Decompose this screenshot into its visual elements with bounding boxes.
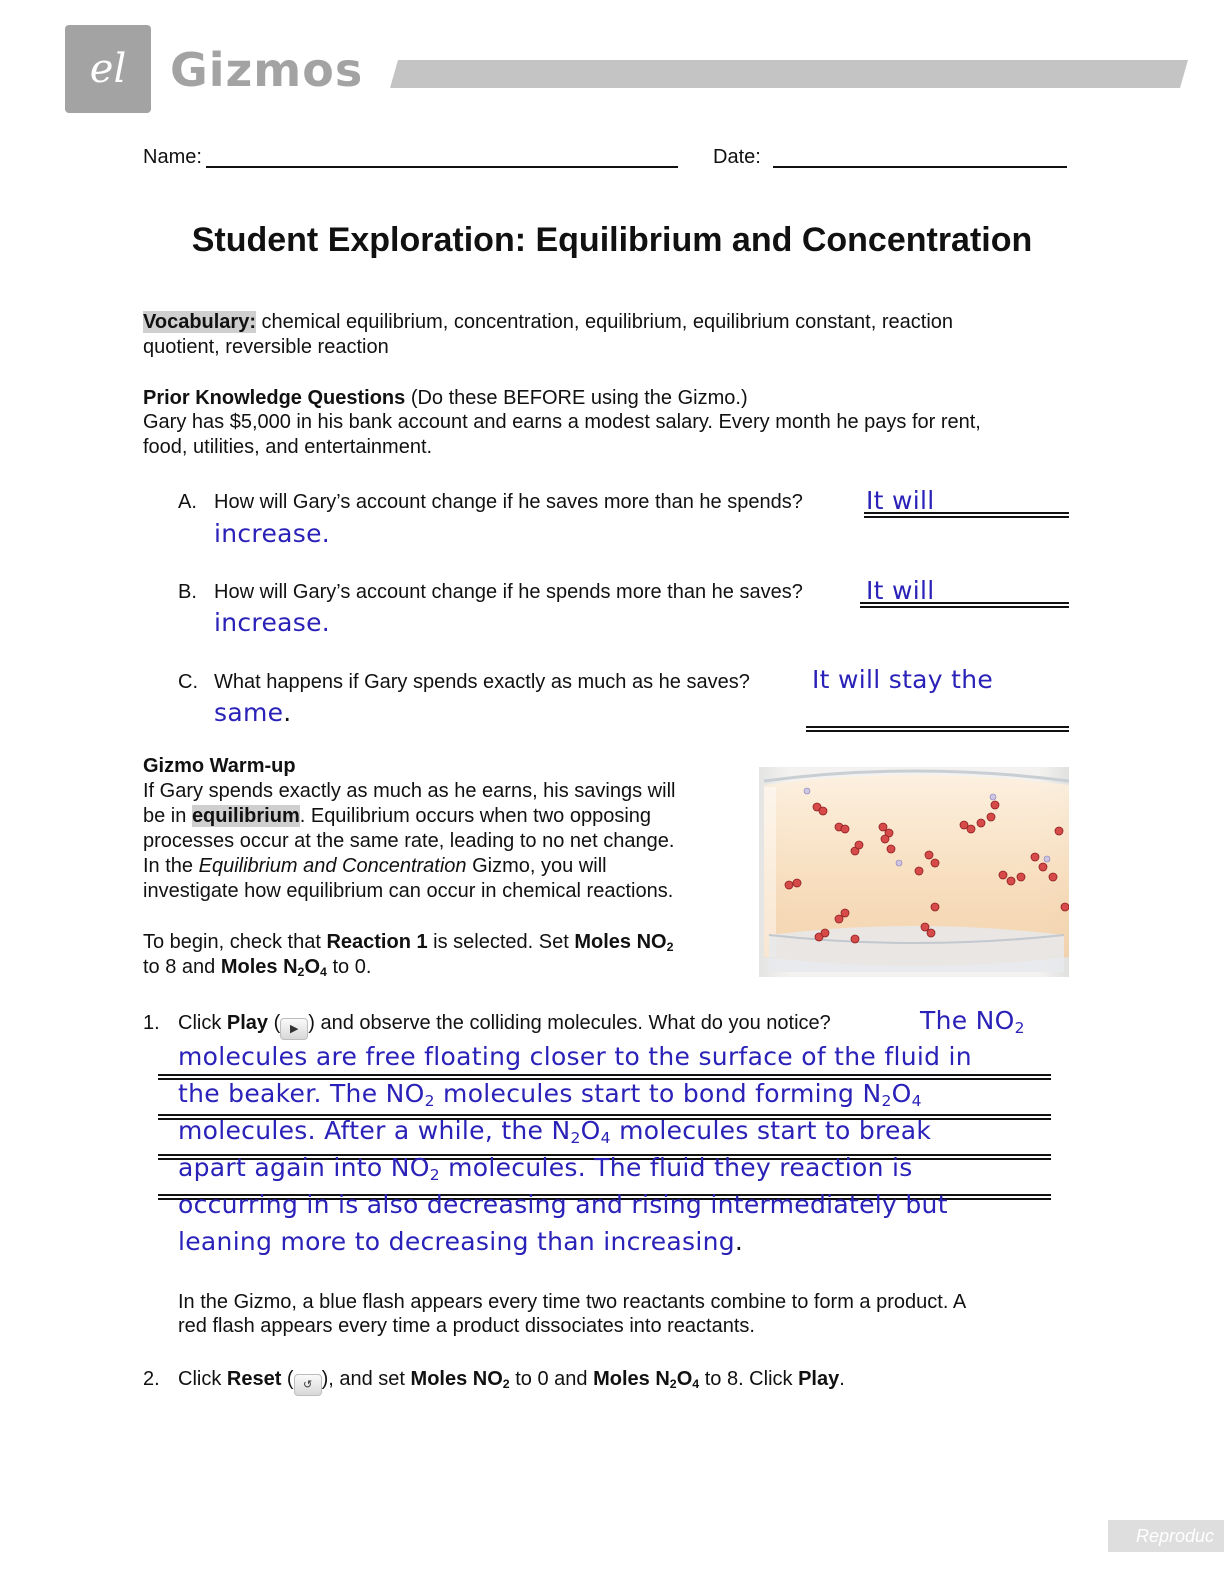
a6-period: .	[734, 1227, 744, 1256]
moles-n2o4-term: Moles N	[220, 956, 298, 978]
warmup-heading: Gizmo Warm-up	[143, 755, 296, 777]
warmup-line-1: If Gary spends exactly as much as he earns, his savings will	[143, 780, 676, 802]
vocabulary-terms-1: chemical equilibrium, concentration, equilibrium, equilibrium constant, reaction	[256, 311, 954, 333]
sub-2: 2	[570, 1128, 581, 1147]
warmup-l4-c: Gizmo, you will	[466, 855, 607, 877]
answer-b-underline[interactable]	[860, 602, 1069, 608]
prior-note: (Do these BEFORE using the Gizmo.)	[405, 387, 748, 409]
moles-n2o4-term: Moles N	[593, 1368, 670, 1390]
sub-2: 2	[297, 965, 305, 980]
answer-a-underline[interactable]	[864, 512, 1069, 518]
answer-c-period: .	[283, 698, 292, 727]
flash-line-2: red flash appears every time a product dissociates into reactants.	[178, 1315, 755, 1337]
question-c-text: What happens if Gary spends exactly as much as he saves?	[214, 671, 750, 693]
a6: leaning more to decreasing than increasing	[178, 1227, 735, 1256]
a4a: apart again into NO	[178, 1153, 430, 1182]
vocabulary-label: Vocabulary:	[143, 311, 256, 333]
name-field-line[interactable]	[206, 166, 678, 168]
sub-2: 2	[1014, 1018, 1025, 1037]
question-2-text	[178, 1367, 845, 1397]
a2c: molecules start to bond forming N	[434, 1079, 882, 1108]
sub-4: 4	[600, 1128, 611, 1147]
flash-line-1: In the Gizmo, a blue flash appears every time two reactants combine to form a product. A	[178, 1291, 967, 1313]
answer-c-underline[interactable]	[806, 726, 1069, 732]
sub-2: 2	[429, 1165, 440, 1184]
begin-line-2	[143, 955, 371, 985]
answer-b-line-2: increase.	[214, 608, 331, 637]
question-a-letter: A.	[178, 491, 197, 513]
letter-o: O	[676, 1368, 693, 1390]
q1-open: (	[268, 1012, 281, 1034]
question-2-number: 2.	[143, 1368, 160, 1390]
answer-a-line-2: increase.	[214, 519, 331, 548]
vocabulary-line-2: quotient, reversible reaction	[143, 336, 389, 358]
date-field-line[interactable]	[773, 166, 1067, 168]
sub-2: 2	[669, 1377, 677, 1392]
sub-4: 4	[320, 965, 327, 980]
warmup-l2-c: . Equilibrium occurs when two opposing	[299, 805, 652, 827]
page-title: Student Exploration: Equilibrium and Concentration	[191, 221, 1033, 259]
question-b-text: How will Gary’s account change if he spends more than he saves?	[214, 581, 803, 603]
q2-f: .	[839, 1368, 845, 1390]
question-b-letter: B.	[178, 581, 197, 603]
beaker-simulation-image	[759, 767, 1069, 977]
watermark: Reproduc	[1108, 1520, 1224, 1552]
moles-no2-term: Moles NO	[410, 1368, 503, 1390]
prior-knowledge-heading	[143, 386, 748, 411]
sub-2: 2	[502, 1377, 510, 1392]
q2-d: to 0 and	[509, 1368, 594, 1390]
reset-term: Reset	[226, 1368, 282, 1390]
question-c-letter: C.	[178, 671, 198, 693]
answer-c-line-2	[214, 694, 292, 731]
gizmo-name: Equilibrium and Concentration	[198, 855, 467, 877]
warmup-line-4	[143, 854, 607, 879]
a0a: The NO	[920, 1006, 1015, 1035]
q2-c: ), and set	[321, 1368, 411, 1390]
moles-no2-term: Moles NO	[574, 931, 667, 953]
letter-o: O	[580, 1116, 601, 1145]
prior-heading-bold: Prior Knowledge Questions	[143, 387, 406, 409]
prior-text-1: Gary has $5,000 in his bank account and earns a modest salary. Every month he pays for rent,	[143, 411, 981, 433]
sub-2: 2	[881, 1091, 892, 1110]
q1-pre: Click	[178, 1012, 227, 1034]
warmup-line-3: processes occur at the same rate, leading to no net change.	[143, 830, 675, 852]
prior-text-2: food, utilities, and entertainment.	[143, 436, 433, 458]
letter-o: O	[891, 1079, 912, 1108]
a2a: the beaker. The NO	[178, 1079, 425, 1108]
reaction-1-term: Reaction 1	[326, 931, 428, 953]
answer-a-line-1: It will	[866, 486, 935, 515]
question-1-number: 1.	[143, 1012, 160, 1034]
sub-2: 2	[666, 940, 674, 955]
letter-o: O	[304, 956, 320, 978]
answer-1-line-6	[178, 1223, 743, 1260]
warmup-line-5: investigate how equilibrium can occur in chemical reactions.	[143, 880, 674, 902]
play-term: Play	[798, 1368, 840, 1390]
a4c: molecules. The fluid they reaction is	[439, 1153, 913, 1182]
name-label: Name:	[143, 146, 202, 168]
q2-b: (	[281, 1368, 294, 1390]
begin-a: To begin, check that	[143, 931, 327, 953]
play-term: Play	[226, 1012, 269, 1034]
gizmos-logo-wordmark: Gizmos	[170, 43, 364, 97]
question-1-text	[178, 1011, 831, 1040]
question-a-text: How will Gary’s account change if he saves more than he spends?	[214, 491, 803, 513]
a3a: molecules. After a while, the N	[178, 1116, 571, 1145]
answer-c-line-1: It will stay the	[812, 665, 994, 694]
answer-1-line-1: molecules are free floating closer to the surface of the fluid in	[178, 1042, 972, 1071]
begin-c: is selected. Set	[427, 931, 575, 953]
sub-4: 4	[911, 1091, 922, 1110]
a3e: molecules start to break	[610, 1116, 932, 1145]
reset-icon[interactable]: ↺	[294, 1374, 322, 1396]
warmup-line-2	[143, 804, 651, 829]
answer-b-line-1: It will	[866, 576, 935, 605]
sub-4: 4	[692, 1377, 700, 1392]
answer-1-line-5: occurring in is also decreasing and rising intermediately but	[178, 1190, 948, 1219]
vocabulary-line-1	[143, 310, 953, 335]
q2-a: Click	[178, 1368, 227, 1390]
header-bar	[390, 60, 1188, 88]
play-icon[interactable]: ▶	[280, 1018, 308, 1040]
sub-2: 2	[424, 1091, 435, 1110]
equilibrium-term: equilibrium	[191, 805, 300, 827]
answer-c-text: same	[214, 698, 284, 727]
q2-e: to 8. Click	[699, 1368, 799, 1390]
begin-b2-f: to 0.	[326, 956, 372, 978]
begin-b2-a: to 8 and	[143, 956, 221, 978]
warmup-l4-a: In the	[143, 855, 199, 877]
q1-after: ) and observe the colliding molecules. What do you notice?	[308, 1012, 831, 1034]
gizmos-logo-glyph: el	[89, 46, 127, 92]
warmup-l2-a: be in	[143, 805, 192, 827]
date-label: Date:	[713, 146, 761, 168]
